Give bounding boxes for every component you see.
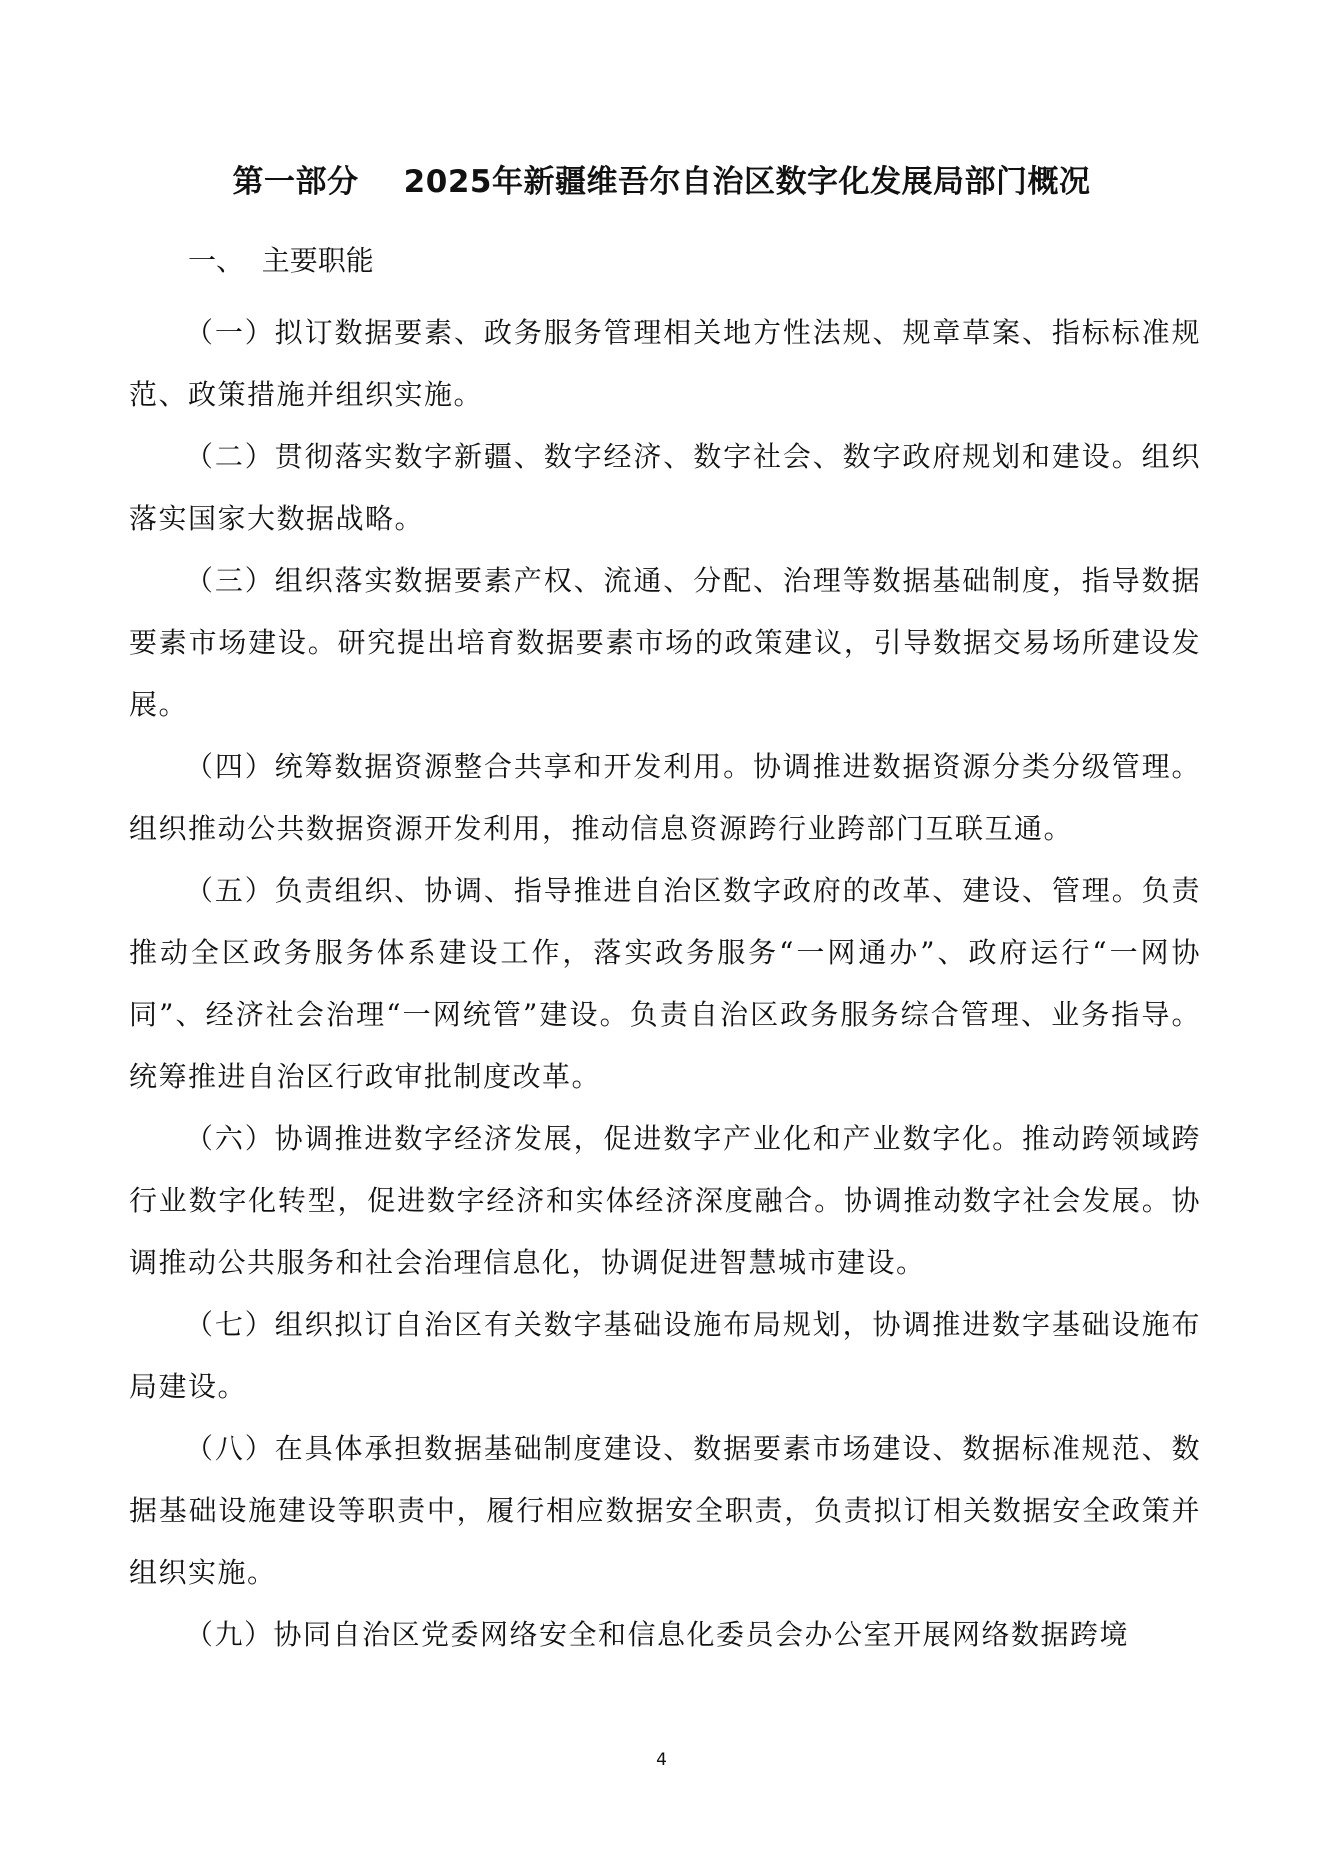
paragraph-6: （六）协调推进数字经济发展，促进数字产业化和产业数字化。推动跨领域跨行业数字化转型，促进数字经济和实体经济深度融合。协调推动数字社会发展。协调推动公共服务和社会治理信息化，协调促进智慧城市建设。 [129, 1122, 1201, 1279]
paragraph-7: （七）组织拟订自治区有关数字基础设施布局规划，协调推进数字基础设施布局建设。 [129, 1308, 1201, 1403]
section-heading: 一、 主要职能 [188, 244, 374, 277]
document-body [129, 302, 1201, 1666]
paragraph-8: （八）在具体承担数据基础制度建设、数据要素市场建设、数据标准规范、数据基础设施建设等职责中，履行相应数据安全职责，负责拟订相关数据安全政策并组织实施。 [129, 1432, 1201, 1589]
page-number: 4 [656, 1750, 667, 1770]
paragraph-1: （一）拟订数据要素、政务服务管理相关地方性法规、规章草案、指标标准规范、政策措施并组织实施。 [129, 316, 1201, 411]
paragraph-3: （三）组织落实数据要素产权、流通、分配、治理等数据基础制度，指导数据要素市场建设。研究提出培育数据要素市场的政策建议，引导数据交易场所建设发展。 [129, 564, 1201, 721]
paragraph-9: （九）协同自治区党委网络安全和信息化委员会办公室开展网络数据跨境 [185, 1618, 1130, 1651]
document-title: 第一部分 2025年新疆维吾尔自治区数字化发展局部门概况 [232, 164, 1091, 200]
paragraph-4: （四）统筹数据资源整合共享和开发利用。协调推进数据资源分类分级管理。组织推动公共数据资源开发利用，推动信息资源跨行业跨部门互联互通。 [129, 750, 1201, 845]
paragraph-5: （五）负责组织、协调、指导推进自治区数字政府的改革、建设、管理。负责推动全区政务服务体系建设工作，落实政务服务“一网通办”、政府运行“一网协同”、经济社会治理“一网统管”建设。负责自治区政务服务综合管理、业务指导。统筹推进自治区行政审批制度改革。 [129, 874, 1201, 1093]
paragraph-2: （二）贯彻落实数字新疆、数字经济、数字社会、数字政府规划和建设。组织落实国家大数据战略。 [129, 440, 1201, 535]
